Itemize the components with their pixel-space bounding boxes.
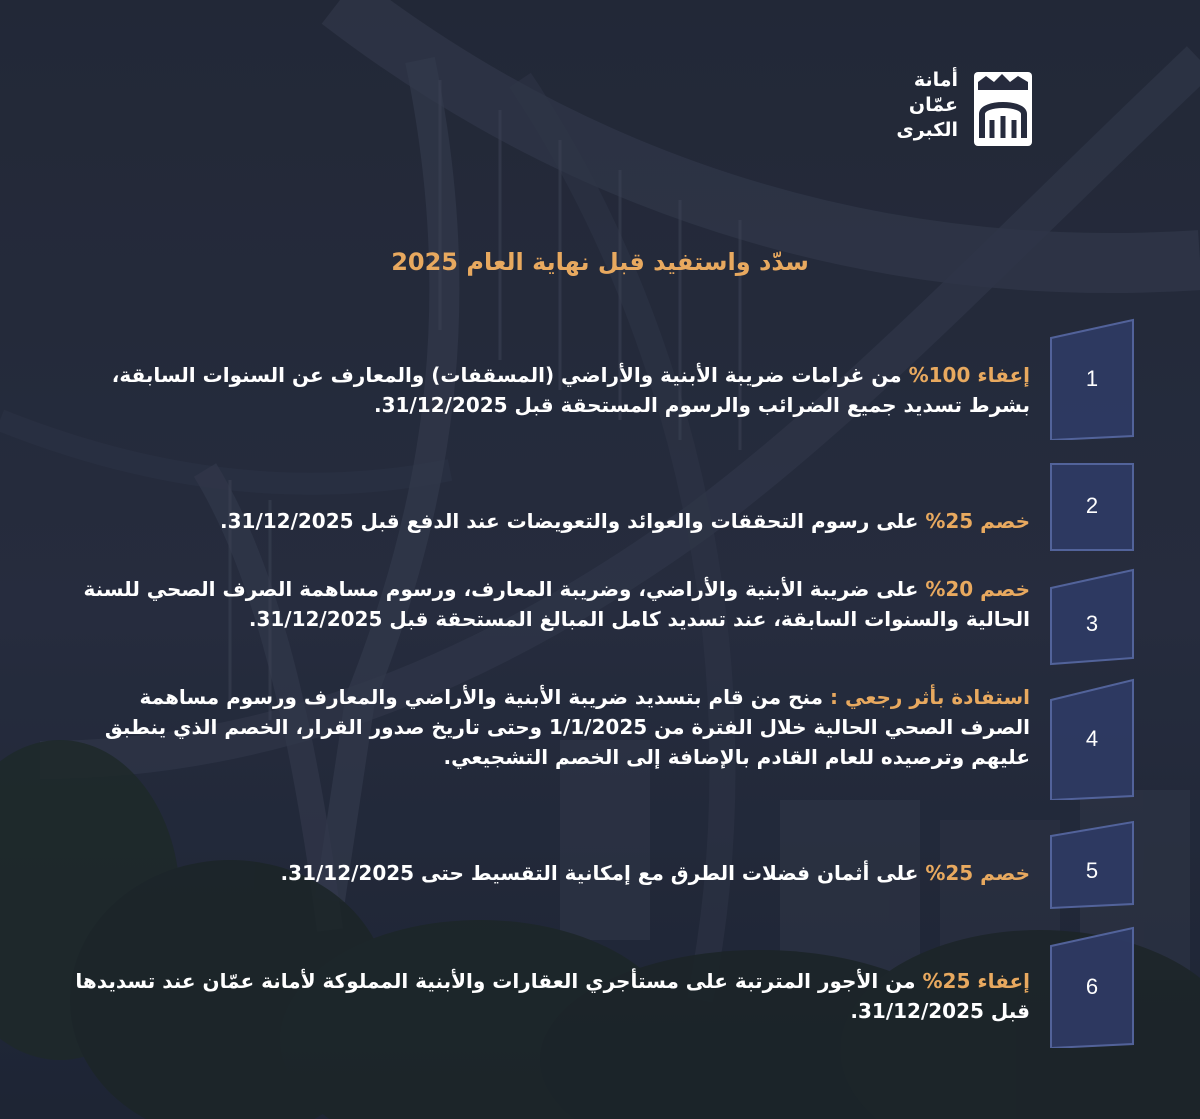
item-text: [70, 574, 1030, 634]
item-text: [70, 966, 1030, 1026]
logo-emblem-icon: [970, 68, 1036, 150]
item-number-box: [1047, 318, 1137, 440]
item-body: منح من قام بتسديد ضريبة الأبنية والأراضي والمعارف ورسوم مساهمة الصرف الصحي الحالية خلال الفترة من 1/1/2025 وحتى تاريخ صدور القرار، الخصم الذي ينطبق عليهم وترصيده للعام القادم بالإضافة إلى الخصم التشجيعي.: [104, 685, 1030, 769]
item-lead: خصم 25%: [925, 509, 1030, 533]
item-number: 4: [1085, 726, 1099, 751]
item-text: [70, 858, 1030, 888]
item-body: على أثمان فضلات الطرق مع إمكانية التقسيط حتى 31/12/2025.: [280, 861, 926, 885]
item-number: 3: [1085, 611, 1099, 636]
item-body: على ضريبة الأبنية والأراضي، وضريبة المعارف، ورسوم مساهمة الصرف الصحي للسنة الحالية والسنوات السابقة، عند تسديد كامل المبالغ المستحقة قبل 31/12/2025.: [83, 577, 1030, 631]
logo-wordmark: [896, 68, 958, 143]
item-number-box: [1047, 678, 1137, 800]
logo-line-1: أمانة: [913, 69, 958, 91]
item-number: 1: [1085, 366, 1099, 391]
item-number: 5: [1085, 858, 1099, 883]
item-number-box: [1047, 460, 1137, 582]
logo-line-3: الكبرى: [896, 119, 958, 141]
item-lead: إعفاء 25%: [922, 969, 1030, 993]
amman-municipality-logo: [896, 68, 1040, 153]
item-text: [70, 506, 1030, 536]
number-box-shape: [1047, 460, 1137, 582]
item-lead: خصم 20%: [925, 577, 1030, 601]
item-text: [70, 682, 1030, 772]
item-text: [70, 360, 1030, 420]
item-number-box: [1047, 568, 1137, 690]
item-body: من غرامات ضريبة الأبنية والأراضي (المسقفات) والمعارف عن السنوات السابقة، بشرط تسديد جميع الضرائب والرسوم المستحقة قبل 31/12/2025.: [111, 363, 1030, 417]
item-lead: خصم 25%: [925, 861, 1030, 885]
item-body: من الأجور المترتبة على مستأجري العقارات والأبنية المملوكة لأمانة عمّان عند تسديدها قبل 31/12/2025.: [75, 969, 1030, 1023]
item-body: على رسوم التحققات والعوائد والتعويضات عند الدفع قبل 31/12/2025.: [220, 509, 926, 533]
item-number-box: [1047, 818, 1137, 940]
item-lead: استفادة بأثر رجعي :: [830, 685, 1030, 709]
logo-line-2: عمّان: [908, 94, 958, 116]
page-title: سدّد واستفيد قبل نهاية العام 2025: [391, 248, 809, 276]
item-number: 6: [1085, 974, 1099, 999]
item-number: 2: [1085, 493, 1099, 518]
item-lead: إعفاء 100%: [908, 363, 1030, 387]
item-number-box: [1047, 926, 1137, 1048]
